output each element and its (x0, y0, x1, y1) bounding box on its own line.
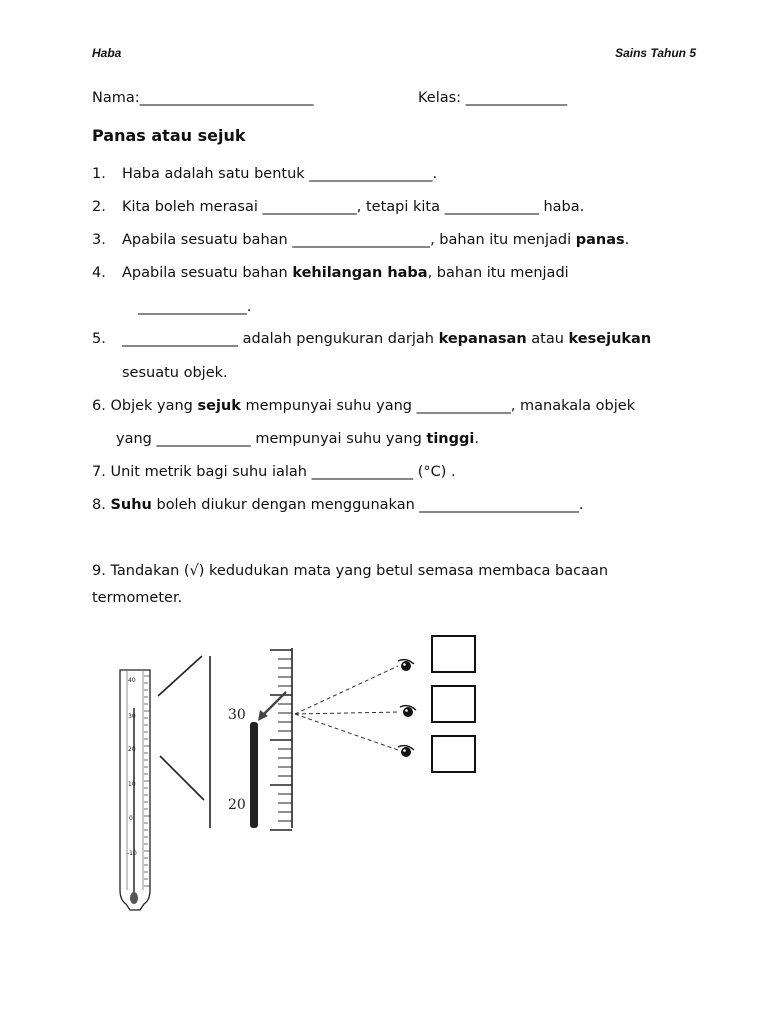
question-text: boleh diukur dengan menggunakan ______________________. (151, 497, 584, 513)
question-text: Unit metrik bagi suhu ialah ______________ (°C) . (110, 464, 456, 480)
question-6-continuation (116, 431, 479, 447)
question-1 (92, 166, 437, 182)
question-5 (92, 331, 651, 347)
question-text: Apabila sesuatu bahan ___________________, bahan itu menjadi (122, 232, 576, 248)
question-text: yang _____________ mempunyai suhu yang (116, 431, 427, 447)
name-field (92, 90, 314, 106)
keyword-kepanasan: kepanasan (438, 331, 527, 347)
class-label: Kelas: (418, 90, 466, 106)
keyword-panas: panas (575, 232, 625, 248)
zoom-label-20: 20 (228, 797, 246, 813)
name-label: Nama: (92, 90, 140, 106)
thermometer-tube (120, 670, 150, 910)
keyword-suhu: Suhu (110, 497, 152, 513)
header-class-level: Sains Tahun 5 (615, 46, 696, 60)
name-blank: ________________________ (139, 90, 314, 106)
question-4-blank: _______________. (138, 299, 252, 315)
zoom-scale-ticks (270, 650, 292, 830)
question-text-mid: atau (526, 331, 569, 347)
answer-box-bottom[interactable] (432, 736, 475, 772)
keyword-kesejukan: kesejukan (568, 331, 652, 347)
question-8 (92, 497, 584, 513)
question-6 (92, 398, 635, 414)
magnifier-line-bottom (160, 756, 204, 800)
answer-box-middle[interactable] (432, 686, 475, 722)
question-text-end: mempunyai suhu yang _____________, manakala objek (240, 398, 636, 414)
question-2 (92, 199, 584, 215)
tube-label: 0 (129, 815, 133, 822)
eye-icon (398, 746, 414, 757)
zoomed-scale (228, 648, 292, 830)
tube-label: 40 (128, 677, 136, 684)
question-7 (92, 464, 456, 480)
tube-label: 30 (128, 713, 136, 720)
question-number: 7. (92, 464, 106, 480)
section-title: Panas atau sejuk (92, 126, 246, 145)
question-number: 1. (92, 166, 106, 182)
tube-label: -10 (127, 850, 137, 857)
class-blank: ______________ (465, 90, 568, 106)
keyword-tinggi: tinggi (426, 431, 475, 447)
question-3 (92, 232, 629, 248)
question-9-line2: termometer. (92, 590, 183, 606)
magnifier-line-top (158, 656, 202, 696)
tube-label: 20 (128, 746, 136, 753)
question-text: Objek yang (110, 398, 198, 414)
zoom-label-30: 30 (228, 707, 246, 723)
question-text: Haba adalah satu bentuk _________________. (122, 166, 438, 182)
question-text: Apabila sesuatu bahan (122, 265, 293, 281)
question-number: 4. (92, 265, 106, 281)
keyword-sejuk: sejuk (197, 398, 241, 414)
question-text: Kita boleh merasai _____________, tetapi kita _____________ haba. (122, 199, 585, 215)
tube-label: 10 (128, 781, 136, 788)
keyword-kehilangan-haba: kehilangan haba (292, 265, 428, 281)
question-text-end: . (624, 232, 630, 248)
header-subject: Haba (92, 46, 122, 60)
question-number: 5. (92, 331, 106, 347)
question-4 (92, 265, 569, 281)
sight-lines (295, 666, 400, 750)
question-number: 2. (92, 199, 106, 215)
question-9-line1: 9. Tandakan (√) kedudukan mata yang betul semasa membaca bacaan (92, 563, 609, 579)
eye-icon (400, 706, 416, 717)
question-text: ________________ adalah pengukuran darjah (122, 331, 439, 347)
question-text-end: . (474, 431, 479, 447)
thermometer-figure (100, 628, 500, 922)
question-number: 6. (92, 398, 106, 414)
question-number: 3. (92, 232, 106, 248)
question-5-continuation: sesuatu objek. (122, 365, 228, 381)
answer-box-top[interactable] (432, 636, 475, 672)
question-text-end: , bahan itu menjadi (427, 265, 569, 281)
question-number: 8. (92, 497, 106, 513)
eye-icon (398, 660, 414, 671)
class-field (418, 90, 567, 106)
mercury-column (250, 722, 258, 828)
